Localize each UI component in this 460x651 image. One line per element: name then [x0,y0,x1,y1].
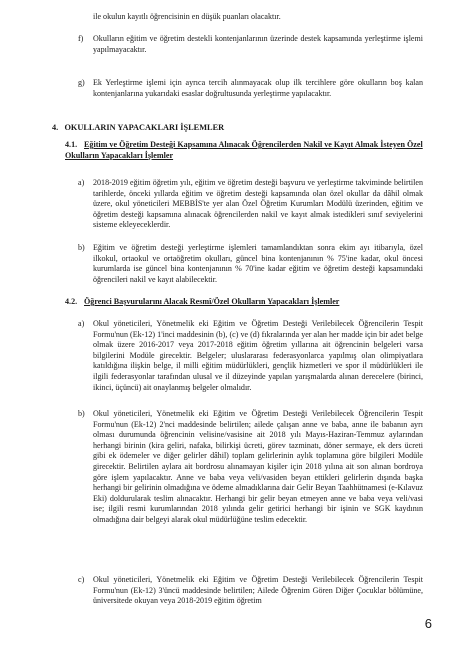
section-4-1-title: Eğitim ve Öğretim Desteği Kapsamına Alınacak Öğrencilerden Nakil ve Kayıt Almak İsteyen Özel Okulların Yapacakları İşlemler [65,140,423,160]
item-42b-marker: b) [78,409,85,418]
item-f-text: Okulların eğitim ve öğretim destekli kontenjanlarının üzerinde destek kapsamında yerleştirme işlemi yapılmayacaktır. [93,34,423,54]
item-41b-text: Eğitim ve öğretim desteği yerleştirme işlemleri tamamlandıktan sonra ekim ayı itibarıyla, özel ilkokul, ortaokul ve ortaöğretim okulları, güncel bina kontenjanının % 75'ine kadar, okul öncesi kurumlarda ise güncel bina kontenjanının % 70'ine kadar eğitim ve öğretim desteği kapsamındaki öğrencileri nakil ve kayıt alabilecektir. [93,243,423,284]
page-number: 6 [424,616,432,631]
top-fragment: ile okulun kayıtlı öğrencisinin en düşük puanları olacaktır. [93,12,281,21]
item-g-marker: g) [78,78,85,87]
section-4-1-number: 4.1. [65,140,78,149]
item-42a-marker: a) [78,319,85,328]
item-42a-text: Okul yöneticileri, Yönetmelik eki Eğitim ve Öğretim Desteği Verilebilecek Öğrencilerin Tespit Formu'nun (Ek-12) 1'inci maddesinin (b), (c) ve (d) fıkralarında yer alan her madde için bir adet belge olmak üzere 2016-2017 veya 2017-2018 eğitim öğretim yıllarına ait öğrencinin belgeleri varsa bilgilerini Modüle girecektir. Belgeler; uluslararası federasyonlarca yapılmış olan olimpiyatlara katıldığına ilişkin belge, il milli eğitim müdürlükleri, gençlik hizmetleri ve spor il müdürlükleri ile ilgili federasyonlar tarafından ulusal ve il düzeyinde yapılan yarışmalarda alınan derecelere (birinci, ikinci, üçüncü) ait onaylanmış belgeler olmalıdır. [93,319,423,392]
item-41b-marker: b) [78,243,85,252]
item-g-text: Ek Yerleştirme işlemi için ayrıca tercih alınmayacak olup ilk tercihlere göre okulların boş kalan kontenjanlarına yukarıdaki esaslar doğrultusunda yerleştirme yapılacaktır. [93,78,423,98]
item-41a-marker: a) [78,178,85,187]
section-4-2-heading [65,297,423,308]
item-42b-text: Okul yöneticileri, Yönetmelik eki Eğitim ve Öğretim Desteği Verilebilecek Öğrencilerin Tespit Formu'nun (Ek-12) 2'nci maddesinde belirtilen; ailede çalışan anne ve baba, anne ile babanın ayrı olması durumunda öğrencinin velisine/vasisine ait 2018 yılı Mayıs-Haziran-Temmuz aylarından herhangi birinin (kira geliri, nafaka, bilirkişi ücreti, görev tazminatı, döner sermaye, ek ders ücreti gibi ek ödemeler ve diğer gelirler dâhil) toplam gelirlerinin aylık toplamına göre bilgileri Modüle girecektir. Belirtilen aylara ait bordrosu alınamayan kişiler için 2018 yılına ait son alınan bordroya göre işlem yapılacaktır. Anne ve baba veya veli/vasiden beyan ettikleri gelirlerin dışında başka herhangi bir gelirinin olmadığına ve ödeme almadıklarına dair Gelir Beyan Taahhütnamesi (e-Kılavuz Eki) doldurularak teslim alınacaktır. Herhangi bir gelir beyan etmeyen anne ve baba veya veli/vasi ise; ilgili resmi kurumlarından 2018 yılında gelir getirici herhangi bir işinin ve SGK kaydının olmadığına dair belgeyi alarak okul müdürlüğüne teslim edecektir. [93,409,423,524]
section-4-heading: 4. OKULLARIN YAPACAKLARI İŞLEMLER [52,123,225,132]
item-42c-text: Okul yöneticileri, Yönetmelik eki Eğitim ve Öğretim Desteği Verilebilecek Öğrencilerin Tespit Formu'nun (Ek-12) 3'üncü maddesinde belirtilen; Ailede Öğrenim Gören Diğer Çocuklar bölümüne, üniversitede okuyan veya 2018-2019 eğitim öğretim [93,575,423,606]
item-42c-marker: c) [78,575,85,584]
item-41a-text: 2018-2019 eğitim öğretim yılı, eğitim ve öğretim desteği başvuru ve yerleştirme takviminde belirtilen tarihlerde, önceki yıllarda eğitim ve öğretim desteği kapsamında olan özel okullar da dâhil olmak üzere, okul yöneticileri MEBBİS'te yer alan Özel Öğretim Kurumları Modülü üzerinden, eğitim ve öğretim desteği kapsamına alınacak öğrencilerden nakil ve kayıt almak istedikleri sınıf seviyelerini sisteme ekleyeceklerdir. [93,178,423,230]
section-4-2-number: 4.2. [65,297,78,306]
section-4-1-heading [65,140,423,161]
section-4-2-title: Öğrenci Başvurularını Alacak Resmî/Özel Okulların Yapacakları İşlemler [84,297,340,306]
item-f-marker: f) [78,34,84,43]
